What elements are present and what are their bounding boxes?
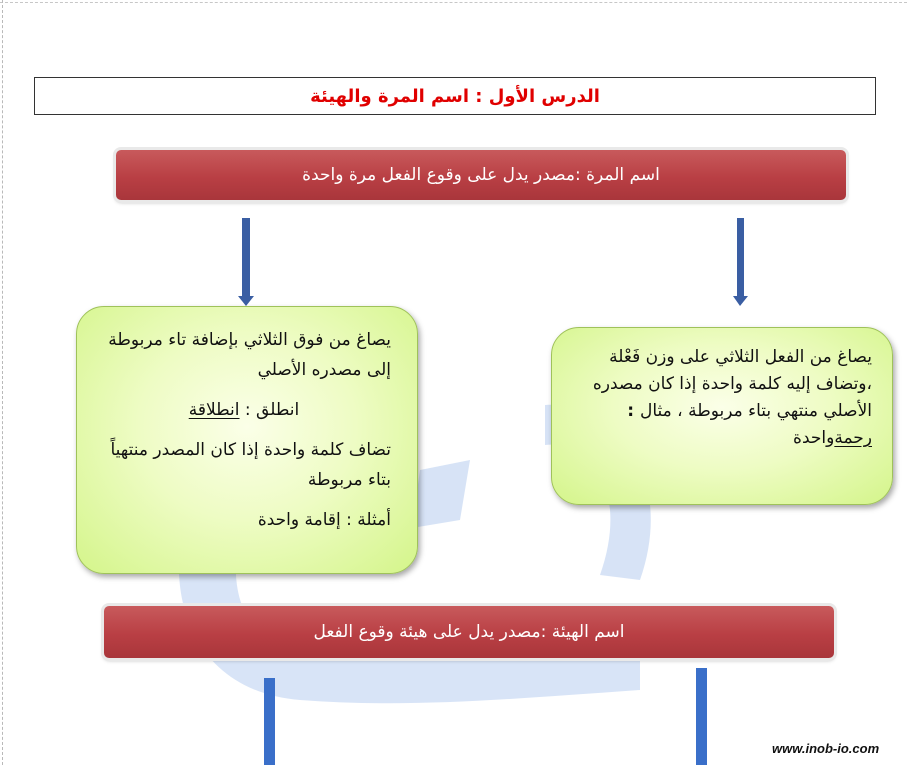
footer-url: www.inob-io.com <box>772 741 880 756</box>
definition-banner-hayaa-text: اسم الهيئة :مصدر يدل على هيئة وقوع الفعل <box>313 622 625 642</box>
rule-card-non-trilateral <box>76 306 418 574</box>
definition-banner-marra-text: اسم المرة :مصدر يدل على وقوع الفعل مرة واحدة <box>302 165 660 185</box>
lesson-title: الدرس الأول : اسم المرة والهيئة <box>310 85 600 107</box>
definition-banner-hayaa <box>104 606 834 658</box>
rule-card-trilateral-text: يصاغ من الفعل الثلاثي على وزن فَعْلة ،وتضاف إليه كلمة واحدة إذا كان مصدره الأصلي منتهي بتاء مربوطة ، مثال <box>592 347 872 421</box>
rule-card-example-line <box>97 395 391 425</box>
rule-card-para1: يصاغ من فوق الثلاثي بإضافة تاء مربوطة إلى مصدره الأصلي <box>108 330 391 380</box>
rule-card-para3: أمثلة : إقامة واحدة <box>257 510 391 530</box>
lesson-title-box <box>34 77 876 115</box>
example-prefix: انطلق : <box>239 400 300 420</box>
definition-banner-marra <box>116 150 846 200</box>
example-colon: : <box>627 401 641 421</box>
rule-card-para2: تضاف كلمة واحدة إذا كان المصدر منتهياً بتاء مربوطة <box>110 440 391 490</box>
example-word-rahma: رحمة <box>834 428 872 448</box>
example-word-wahida: واحدة <box>793 428 835 448</box>
rule-card-trilateral <box>551 327 893 505</box>
example-word-intilaqa: انطلاقة <box>188 400 240 420</box>
